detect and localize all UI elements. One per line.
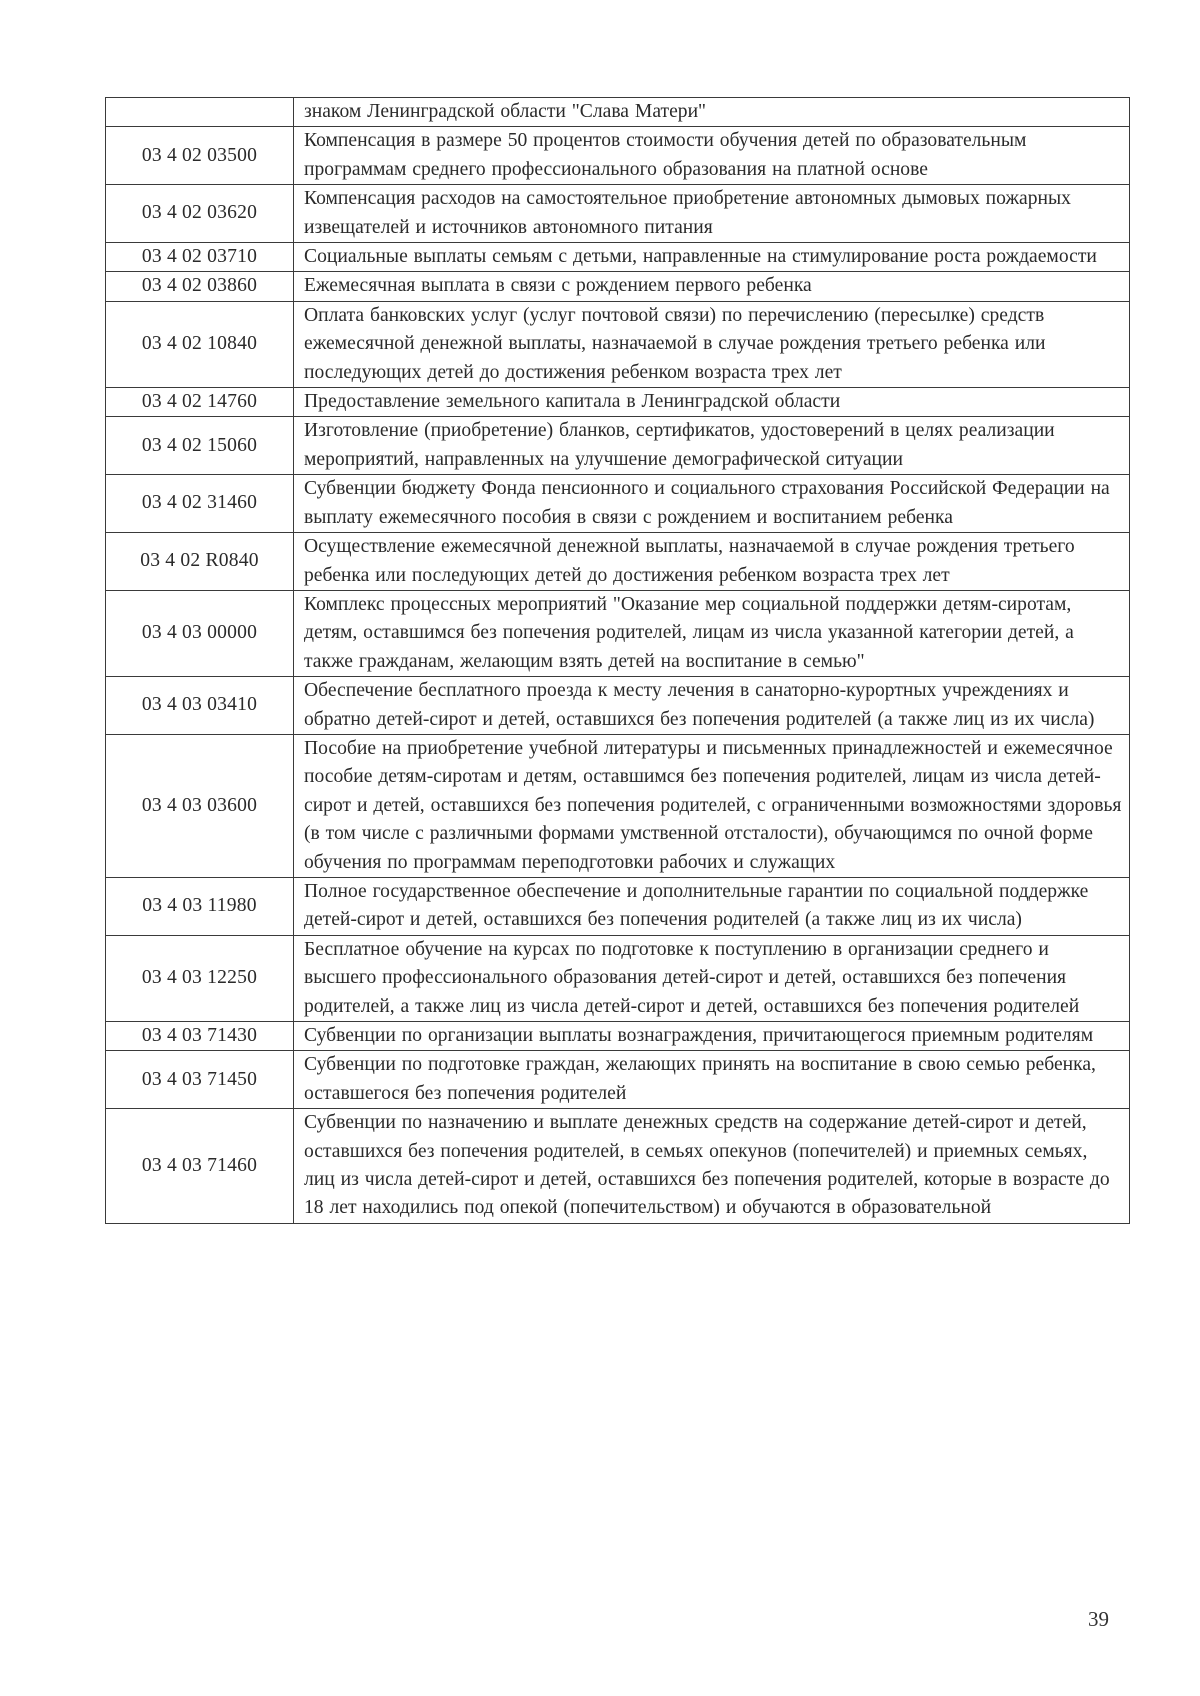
row-code: 03 4 03 00000 xyxy=(106,590,294,676)
table-row xyxy=(106,1109,1130,1224)
row-description: Пособие на приобретение учебной литературы и письменных принадлежностей и ежемесячное пособие детям-сиротам и детям, оставшимся без попечения родителей, лицам из числа детей-сирот и детей, оставшихся без попечения родителей, с ограниченными возможностями здоровья (в том числе с различными формами умственной отсталости), обучающимся по очной форме обучения по программам переподготовки рабочих и служащих xyxy=(294,734,1130,877)
row-code xyxy=(106,98,294,127)
table-row xyxy=(106,533,1130,591)
budget-codes-table xyxy=(105,97,1130,1224)
row-description: Комплекс процессных мероприятий "Оказание мер социальной поддержки детям-сиротам, детям, оставшимся без попечения родителей, лицам из числа указанной категории детей, а также гражданам, желающим взять детей на воспитание в семью" xyxy=(294,590,1130,676)
row-description: Субвенции по организации выплаты вознаграждения, причитающегося приемным родителям xyxy=(294,1022,1130,1051)
row-description: Обеспечение бесплатного проезда к месту лечения в санаторно-курортных учреждениях и обратно детей-сирот и детей, оставшихся без попечения родителей (а также лиц из их числа) xyxy=(294,677,1130,735)
row-code: 03 4 03 71430 xyxy=(106,1022,294,1051)
row-code: 03 4 02 03860 xyxy=(106,272,294,301)
row-code: 03 4 02 03500 xyxy=(106,127,294,185)
table-row xyxy=(106,127,1130,185)
row-description: Бесплатное обучение на курсах по подготовке к поступлению в организации среднего и высшего профессионального образования детей-сирот и детей, оставшихся без попечения родителей, а также лиц из числа детей-сирот и детей, оставшихся без попечения родителей xyxy=(294,935,1130,1021)
row-description: Субвенции бюджету Фонда пенсионного и социального страхования Российской Федерации на выплату ежемесячного пособия в связи с рождением и воспитанием ребенка xyxy=(294,475,1130,533)
table-row xyxy=(106,417,1130,475)
row-code: 03 4 03 11980 xyxy=(106,877,294,935)
row-description: Ежемесячная выплата в связи с рождением первого ребенка xyxy=(294,272,1130,301)
table-row xyxy=(106,301,1130,387)
row-code: 03 4 02 14760 xyxy=(106,388,294,417)
table-body xyxy=(106,98,1130,1224)
table-row xyxy=(106,272,1130,301)
row-code: 03 4 03 71460 xyxy=(106,1109,294,1224)
row-code: 03 4 03 03600 xyxy=(106,734,294,877)
page-number: 39 xyxy=(1088,1607,1109,1631)
table-row xyxy=(106,935,1130,1021)
row-code: 03 4 03 71450 xyxy=(106,1051,294,1109)
row-description: Осуществление ежемесячной денежной выплаты, назначаемой в случае рождения третьего ребенка или последующих детей до достижения ребенком возраста трех лет xyxy=(294,533,1130,591)
row-code: 03 4 02 31460 xyxy=(106,475,294,533)
row-description: Компенсация расходов на самостоятельное приобретение автономных дымовых пожарных извещателей и источников автономного питания xyxy=(294,185,1130,243)
table-row xyxy=(106,185,1130,243)
row-description: Изготовление (приобретение) бланков, сертификатов, удостоверений в целях реализации мероприятий, направленных на улучшение демографической ситуации xyxy=(294,417,1130,475)
row-description: Субвенции по подготовке граждан, желающих принять на воспитание в свою семью ребенка, оставшегося без попечения родителей xyxy=(294,1051,1130,1109)
table-row xyxy=(106,877,1130,935)
row-code: 03 4 02 03710 xyxy=(106,243,294,272)
table-row xyxy=(106,98,1130,127)
row-code: 03 4 03 03410 xyxy=(106,677,294,735)
table-row xyxy=(106,677,1130,735)
table-row xyxy=(106,1022,1130,1051)
row-description: Компенсация в размере 50 процентов стоимости обучения детей по образовательным программам среднего профессионального образования на платной основе xyxy=(294,127,1130,185)
table-row xyxy=(106,475,1130,533)
table-row xyxy=(106,388,1130,417)
row-description: знаком Ленинградской области "Слава Матери" xyxy=(294,98,1130,127)
row-code: 03 4 03 12250 xyxy=(106,935,294,1021)
row-description: Полное государственное обеспечение и дополнительные гарантии по социальной поддержке детей-сирот и детей, оставшихся без попечения родителей (а также лиц из их числа) xyxy=(294,877,1130,935)
table-row xyxy=(106,590,1130,676)
row-code: 03 4 02 15060 xyxy=(106,417,294,475)
row-description: Субвенции по назначению и выплате денежных средств на содержание детей-сирот и детей, оставшихся без попечения родителей, в семьях опекунов (попечителей) и приемных семьях, лиц из числа детей-сирот и детей, оставшихся без попечения родителей, которые в возрасте до 18 лет находились под опекой (попечительством) и обучаются в образовательной xyxy=(294,1109,1130,1224)
row-description: Предоставление земельного капитала в Ленинградской области xyxy=(294,388,1130,417)
table-row xyxy=(106,1051,1130,1109)
row-code: 03 4 02 R0840 xyxy=(106,533,294,591)
row-description: Социальные выплаты семьям с детьми, направленные на стимулирование роста рождаемости xyxy=(294,243,1130,272)
row-code: 03 4 02 03620 xyxy=(106,185,294,243)
table-row xyxy=(106,243,1130,272)
row-code: 03 4 02 10840 xyxy=(106,301,294,387)
table-row xyxy=(106,734,1130,877)
row-description: Оплата банковских услуг (услуг почтовой связи) по перечислению (пересылке) средств ежемесячной денежной выплаты, назначаемой в случае рождения третьего ребенка или последующих детей до достижения ребенком возраста трех лет xyxy=(294,301,1130,387)
